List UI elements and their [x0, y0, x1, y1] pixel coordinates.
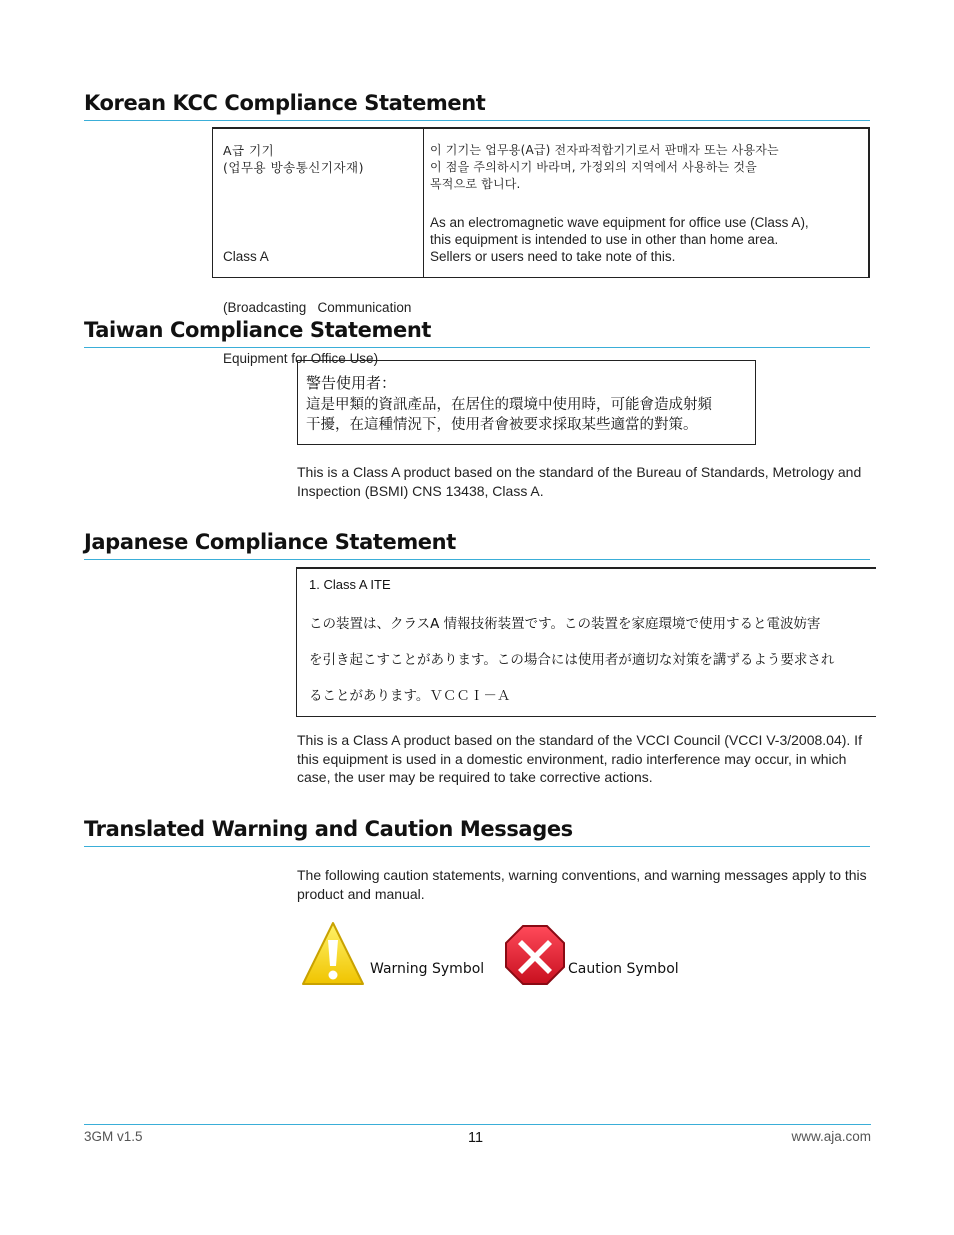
japan-line-1: 1. Class A ITE — [309, 577, 391, 592]
japan-paragraph: This is a Class A product based on the standard of the VCCI Council (VCCI V-3/2008.04). If this equipment is used in a domestic environment, radio interference may occur, in which case, the user may be required to take corrective actions. — [297, 732, 862, 785]
korean-left-en-2: (Broadcasting Communication — [223, 300, 412, 315]
japan-line-2: この装置は、クラスA 情報技術装置です。この装置を家庭環境で使用すると電波妨害 — [309, 616, 821, 632]
korean-right-en-3: Sellers or users need to take note of this. — [430, 249, 676, 264]
japan-statement-box — [296, 567, 876, 717]
footer-doc-version: 3GM v1.5 — [84, 1129, 143, 1144]
korean-left-en-1: Class A — [223, 249, 269, 264]
warnings-heading: Translated Warning and Caution Messages — [84, 816, 870, 847]
warning-symbol-label: Warning Symbol — [370, 961, 485, 977]
warning-triangle-icon — [300, 920, 366, 988]
japan-heading: Japanese Compliance Statement — [84, 529, 870, 560]
footer-page-number: 11 — [468, 1130, 484, 1146]
korean-right-en-1: As an electromagnetic wave equipment for office use (Class A), — [430, 215, 809, 230]
taiwan-line-1: 警告使用者： — [306, 374, 397, 392]
korean-right-en-2: this equipment is intended to use in other than home area. — [430, 232, 779, 247]
taiwan-statement-box — [297, 360, 756, 445]
korean-left-line-2: (업무용 방송통신기자재) — [223, 160, 364, 175]
warnings-paragraph: The following caution statements, warning conventions, and warning messages apply to this product and manual. — [297, 867, 867, 902]
caution-octagon-icon — [504, 924, 566, 986]
korean-right-korean — [430, 142, 870, 193]
caution-symbol-label: Caution Symbol — [568, 961, 679, 977]
taiwan-line-2: 這是甲類的資訊產品，在居住的環境中使用時，可能會造成射頻 — [306, 397, 712, 413]
korean-heading: Korean KCC Compliance Statement — [84, 90, 870, 121]
korean-left-en-3: Equipment for Office Use) — [223, 351, 379, 366]
taiwan-line-3: 干擾，在這種情況下，使用者會被要求採取某些適當的對策。 — [306, 417, 698, 433]
korean-right-line-2: 이 점을 주의하시기 바라며, 가정외의 지역에서 사용하는 것을 — [430, 160, 757, 174]
korean-left-line-1: A급 기기 — [223, 143, 275, 158]
korean-left-korean — [223, 142, 364, 176]
korean-right-line-3: 목적으로 합니다. — [430, 177, 521, 191]
japan-line-4: ることがあります。ＶＣＣＩ－Ａ — [309, 688, 511, 704]
japan-line-3: を引き起こすことがあります。この場合には使用者が適切な対策を講ずるよう要求され — [309, 652, 835, 668]
footer-website-link[interactable]: www.aja.com — [791, 1129, 871, 1144]
korean-right-english — [430, 214, 809, 265]
taiwan-paragraph: This is a Class A product based on the standard of the Bureau of Standards, Metrology and Inspection (BSMI) CNS 13438, Class A. — [297, 464, 862, 499]
taiwan-heading: Taiwan Compliance Statement — [84, 317, 870, 348]
footer-rule — [84, 1124, 871, 1125]
table-divider — [423, 129, 424, 277]
korean-right-line-1: 이 기기는 업무용(A급) 전자파적합기기로서 판매자 또는 사용자는 — [430, 143, 779, 157]
